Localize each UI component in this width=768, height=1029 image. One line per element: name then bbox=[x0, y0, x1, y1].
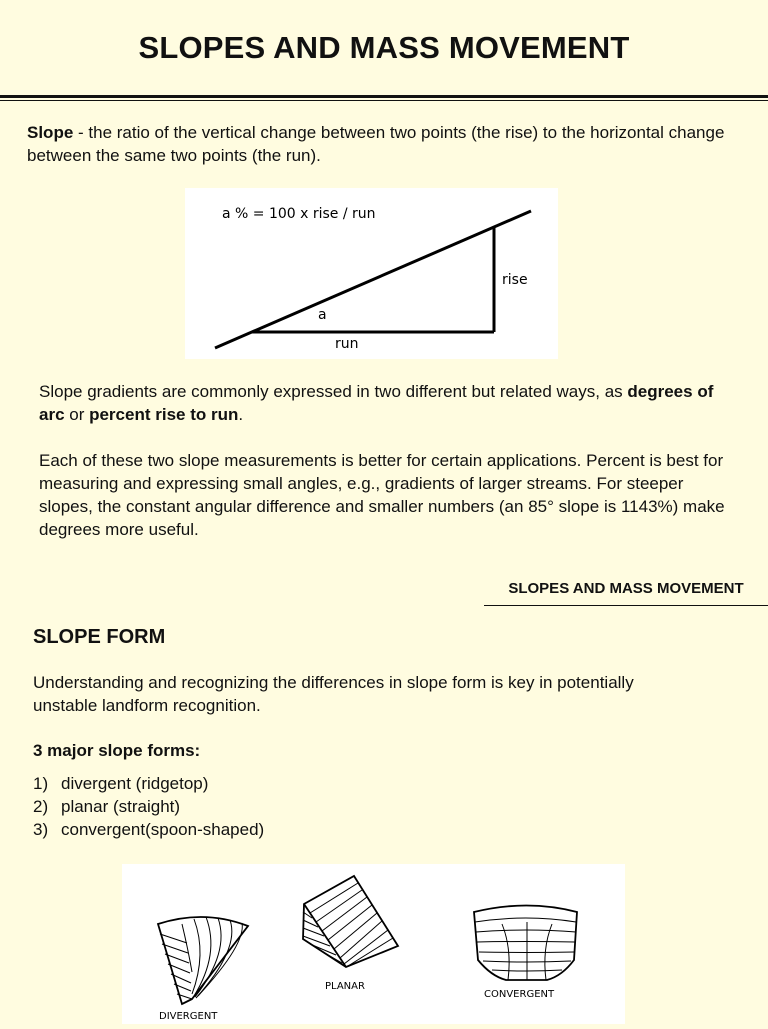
rise-label: rise bbox=[502, 272, 528, 288]
list-item-number: 1) bbox=[33, 774, 49, 793]
list-item-text: convergent(spoon-shaped) bbox=[61, 820, 265, 839]
slope-term: Slope bbox=[27, 123, 74, 142]
planar-label: PLANAR bbox=[325, 981, 365, 992]
convergent-figure bbox=[474, 906, 577, 1001]
list-item bbox=[33, 772, 264, 795]
slope-line bbox=[215, 211, 531, 348]
divergent-label: DIVERGENT bbox=[159, 1011, 218, 1022]
list-item-number: 2) bbox=[33, 797, 49, 816]
degrees-term: degrees of arc bbox=[39, 382, 714, 424]
convergent-label: CONVERGENT bbox=[484, 989, 555, 1000]
applications-paragraph: Each of these two slope measurements is better for certain applications. Percent is best for measuring and expressing small angles, e.g., gradients of larger streams. For steeper slopes, the constant angular difference and smaller numbers (an 85° slope is 1143%) make degrees more useful. bbox=[39, 451, 725, 539]
title-divider bbox=[0, 95, 768, 98]
planar-figure bbox=[303, 876, 398, 992]
divergent-figure bbox=[158, 917, 248, 1022]
list-item bbox=[33, 795, 264, 818]
title-divider-thin bbox=[0, 100, 768, 101]
slope-formula: a % = 100 x rise / run bbox=[222, 206, 376, 222]
angle-label: a bbox=[318, 307, 327, 323]
gradients-mid: or bbox=[64, 405, 90, 424]
page-title: SLOPES AND MASS MOVEMENT bbox=[138, 30, 630, 65]
list-item-number: 3) bbox=[33, 820, 49, 839]
slope-form-heading: SLOPE FORM bbox=[33, 626, 166, 648]
list-item-text: planar (straight) bbox=[61, 797, 181, 816]
slope-forms-list bbox=[33, 772, 264, 841]
slope-forms-diagram bbox=[122, 864, 625, 1024]
run-label: run bbox=[335, 336, 359, 352]
section-tag-divider bbox=[484, 605, 768, 606]
slope-diagram bbox=[185, 188, 558, 359]
slope-definition-text: - the ratio of the vertical change between two points (the rise) to the horizontal change between the same two points (the run). bbox=[27, 123, 725, 165]
list-item-text: divergent (ridgetop) bbox=[61, 774, 209, 793]
percent-term: percent rise to run bbox=[89, 405, 239, 424]
list-item bbox=[33, 818, 264, 841]
gradients-intro: Slope gradients are commonly expressed in two different but related ways, as bbox=[39, 382, 628, 401]
section-tag: SLOPES AND MASS MOVEMENT bbox=[508, 580, 744, 597]
slope-definition bbox=[27, 121, 727, 167]
gradients-paragraph bbox=[39, 380, 739, 426]
slope-forms-subheading: 3 major slope forms: bbox=[33, 741, 201, 760]
gradients-end: . bbox=[238, 405, 244, 424]
slope-form-intro: Understanding and recognizing the differences in slope form is key in potentially unstable landform recognition. bbox=[33, 673, 634, 715]
